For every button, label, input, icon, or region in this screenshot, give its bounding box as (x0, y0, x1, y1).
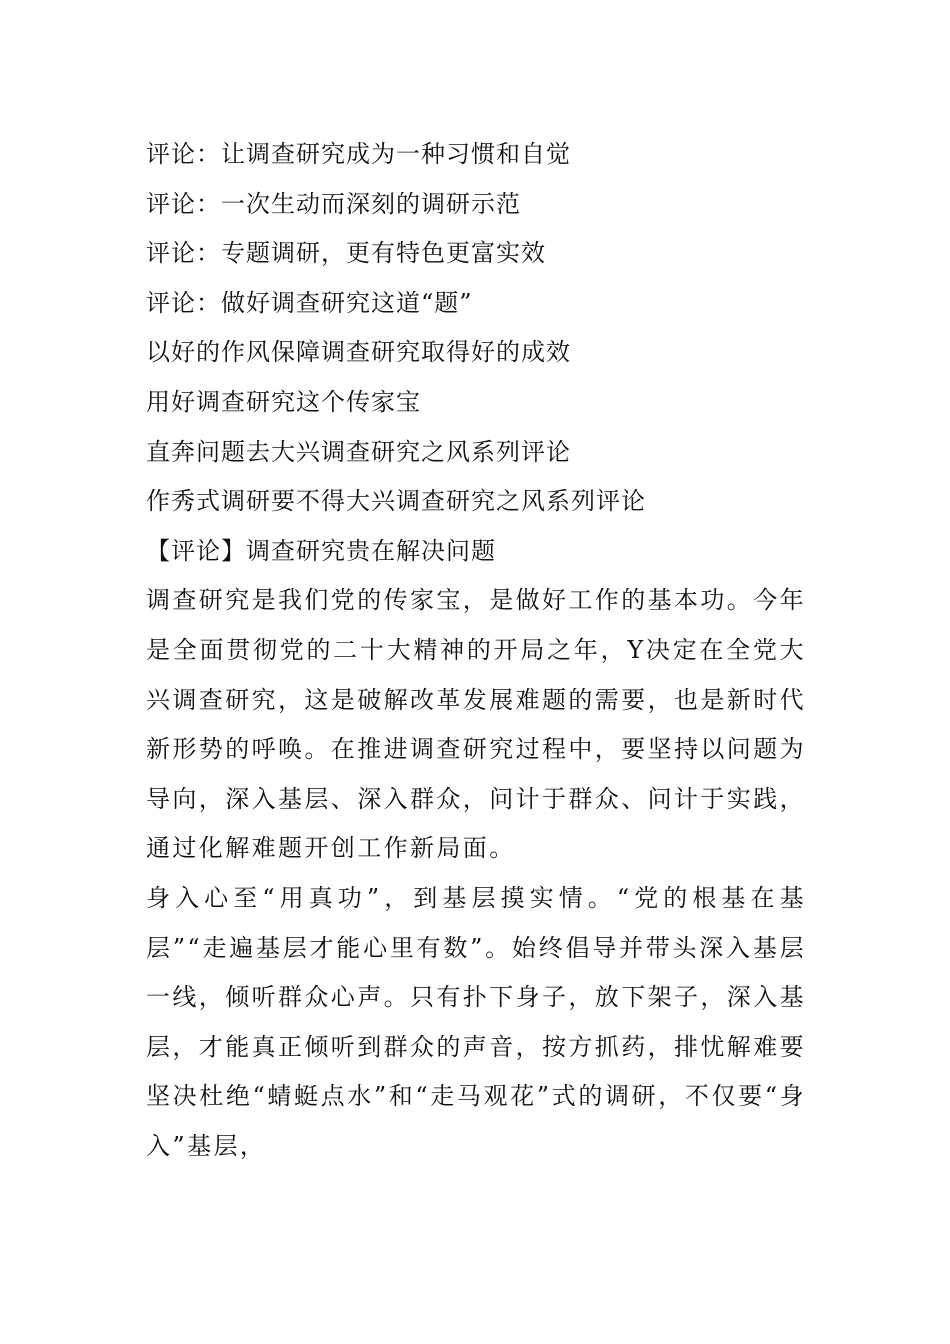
title-line-1: 评论：让调查研究成为一种习惯和自觉 (146, 140, 571, 168)
title-line-7: 直奔问题去大兴调查研究之风系列评论 (146, 437, 571, 466)
title-line-8: 作秀式调研要不得大兴调查研究之风系列评论 (146, 487, 646, 516)
body-paragraph-1: 调查研究是我们党的传家宝，是做好工作的基本功。今年是全面贯彻党的二十大精神的开局之年，Y决定在全党大兴调查研究，这是破解改革发展难题的需要，也是新时代新形势的呼唤。在推进调查研究过程中，要坚持以问题为导向，深入基层、深入群众，问计于群众、问计于实践，通过化解难题开创工作新局面。 (146, 586, 806, 863)
document-page (146, 130, 806, 1171)
body-paragraph-2: 身入心至“用真功”，到基层摸实情。“党的根基在基层”“走遍基层才能心里有数”。始终倡导并带头深入基层一线，倾听群众心声。只有扑下身子，放下架子，深入基层，才能真正倾听到群众的声音，按方抓药，排忧解难要坚决杜绝“蜻蜓点水”和“走马观花”式的调研，不仅要“身入”基层， (146, 883, 806, 1160)
title-line-3: 评论：专题调研，更有特色更富实效 (146, 239, 546, 268)
title-line-4: 评论：做好调查研究这道“题” (146, 288, 473, 317)
title-line-5: 以好的作风保障调查研究取得好的成效 (146, 338, 571, 367)
title-line-6: 用好调查研究这个传家宝 (146, 387, 421, 416)
title-line-2: 评论：一次生动而深刻的调研示范 (146, 189, 521, 218)
section-heading: 【评论】调查研究贵在解决问题 (146, 536, 496, 565)
